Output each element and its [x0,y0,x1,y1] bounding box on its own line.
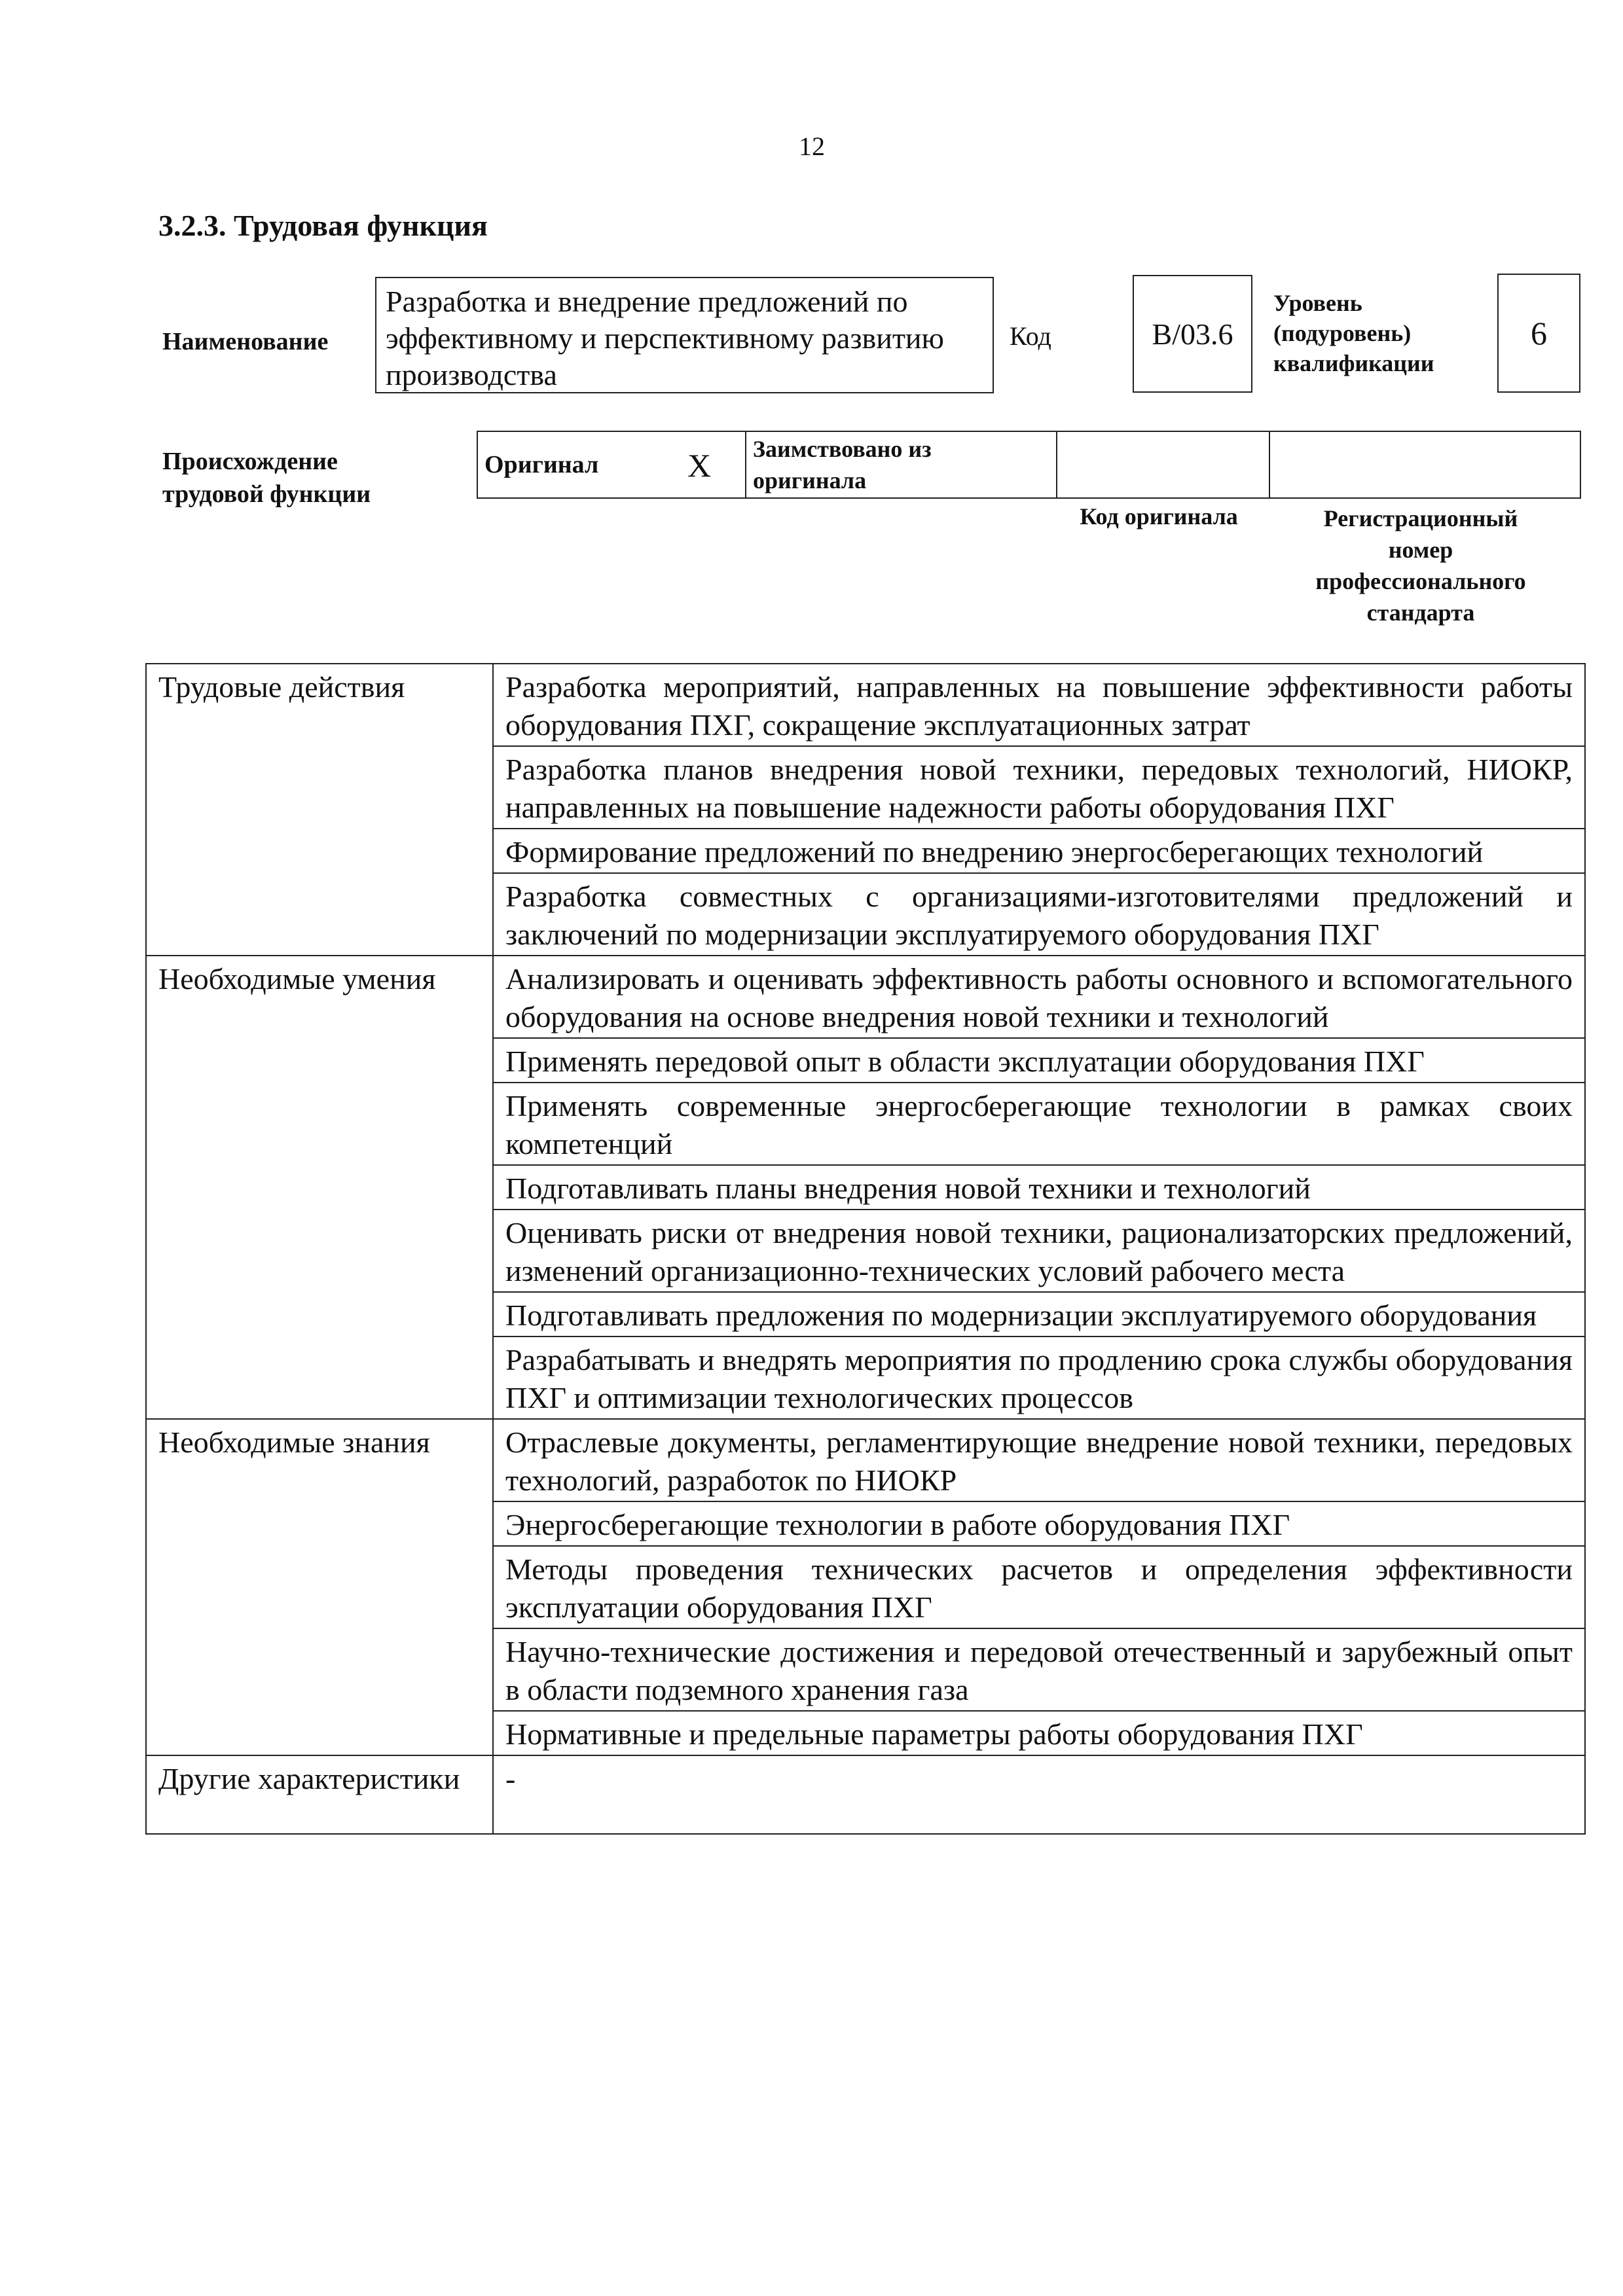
function-name-box [375,277,994,393]
section-item: Применять передовой опыт в области эксплуатации оборудования ПХГ [493,1038,1585,1083]
section-item: Разработка планов внедрения новой техники, передовых технологий, НИОКР, направленных на повышение надежности работы оборудования ПХГ [493,746,1585,829]
section-item: Применять современные энергосберегающие технологии в рамках своих компетенций [493,1083,1585,1165]
table-row [146,664,1585,746]
reg-label-line-3: профессионального [1315,568,1526,594]
origin-label-line-2: трудовой функции [162,480,371,508]
section-heading: Необходимые умения [146,956,493,1419]
section-item: Нормативные и предельные параметры работы оборудования ПХГ [493,1711,1585,1755]
section-heading: Необходимые знания [146,1419,493,1755]
reg-label-line-4: стандарта [1366,600,1475,626]
reg-number-label [1280,503,1561,628]
reg-label-line-2: номер [1388,537,1453,563]
original-cell [477,431,746,498]
section-item: Энергосберегающие технологии в работе оборудования ПХГ [493,1501,1585,1546]
table-row [146,956,1585,1038]
code-value: B/03.6 [1152,317,1233,351]
section-item: Подготавливать планы внедрения новой техники и технологий [493,1165,1585,1210]
original-label: Оригинал [484,451,599,478]
original-mark: X [687,447,712,484]
qualification-level-label [1273,288,1434,378]
level-label-line-3: квалификации [1273,350,1434,376]
section-title: 3.2.3. Трудовая функция [158,209,488,242]
reg-label-line-1: Регистрационный [1323,505,1518,531]
code-value-box [1133,275,1252,393]
code-original-label: Код оригинала [1080,503,1238,529]
reg-number-cell [1269,431,1580,498]
section-item: Подготавливать предложения по модернизации эксплуатируемого оборудования [493,1292,1585,1336]
table-row [146,1755,1585,1834]
section-item: Оценивать риски от внедрения новой техники, рационализаторских предложений, изменений организационно-технических условий рабочего места [493,1210,1585,1292]
section-item: Отраслевые документы, регламентирующие внедрение новой техники, передовых технологий, разработок по НИОКР [493,1419,1585,1501]
section-item: Разработка мероприятий, направленных на повышение эффективности работы оборудования ПХГ, сокращение эксплуатационных затрат [493,664,1585,746]
qualification-level-box [1497,274,1580,393]
level-label-line-1: Уровень [1273,290,1362,316]
origin-table [477,431,1581,499]
function-details-body [146,664,1585,1834]
section-item: Формирование предложений по внедрению энергосберегающих технологий [493,829,1585,873]
function-name-value: Разработка и внедрение предложений по эффективному и перспективному развитию производства [386,285,944,391]
section-item: Анализировать и оценивать эффективность работы основного и вспомогательного оборудования на основе внедрения новой техники и технологий [493,956,1585,1038]
section-heading: Трудовые действия [146,664,493,956]
origin-label [162,445,371,511]
origin-label-line-1: Происхождение [162,448,338,475]
borrowed-cell [746,431,1057,498]
section-item: Методы проведения технических расчетов и определения эффективности эксплуатации оборудования ПХГ [493,1546,1585,1628]
code-label: Код [1010,321,1051,351]
level-label-line-2: (подуровень) [1273,320,1412,346]
function-details-table [145,663,1586,1835]
section-item: - [493,1755,1585,1834]
page-number: 12 [799,132,825,161]
name-label: Наименование [162,328,329,355]
borrowed-label: Заимствовано из оригинала [753,436,932,493]
table-row [146,1419,1585,1501]
section-item: Разработка совместных с организациями-изготовителями предложений и заключений по модернизации эксплуатируемого оборудования ПХГ [493,873,1585,956]
section-item: Разрабатывать и внедрять мероприятия по продлению срока службы оборудования ПХГ и оптимизации технологических процессов [493,1336,1585,1419]
qualification-level-value: 6 [1531,315,1547,351]
section-item: Научно-технические достижения и передовой отечественный и зарубежный опыт в области подземного хранения газа [493,1628,1585,1711]
original-code-cell [1057,431,1269,498]
section-heading: Другие характеристики [146,1755,493,1834]
